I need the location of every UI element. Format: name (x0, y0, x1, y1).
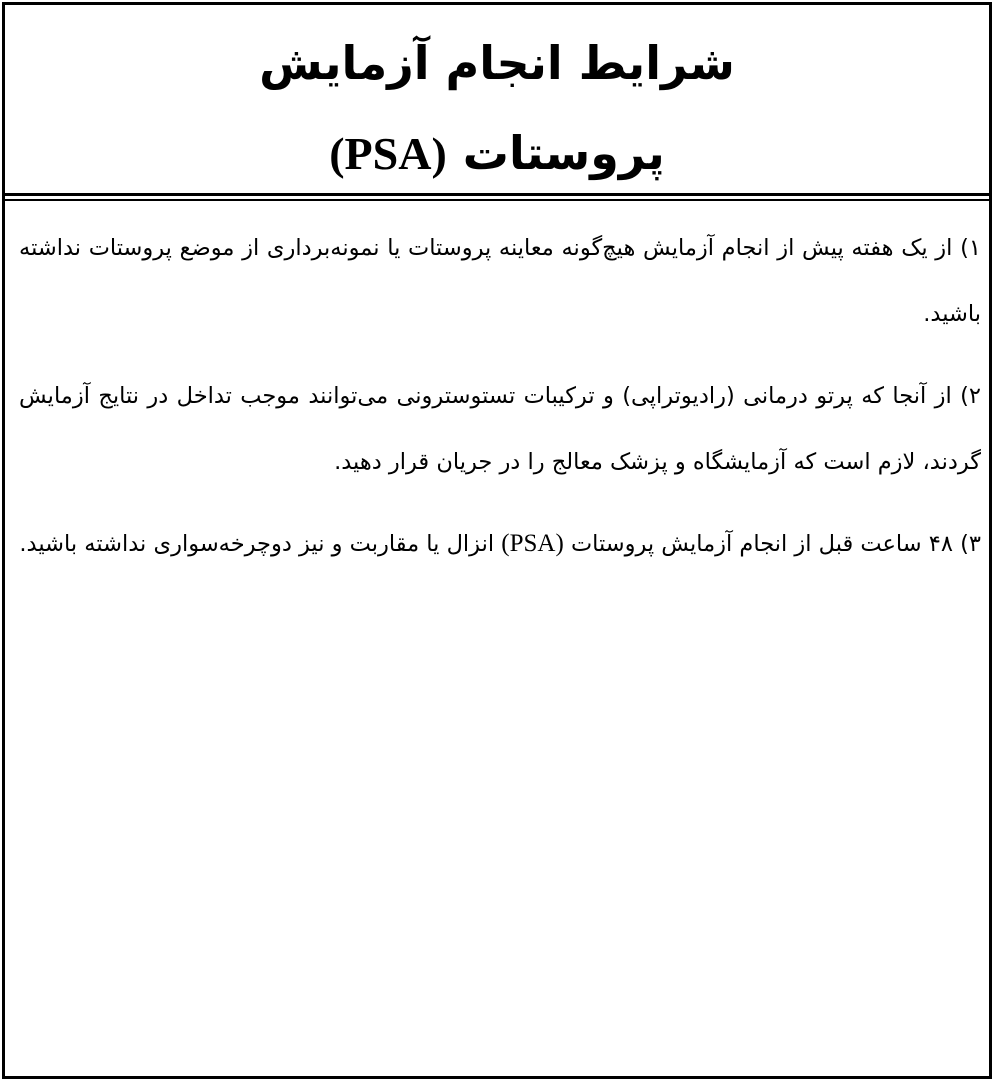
condition-text: از آنجا که پرتو درمانی (رادیوتراپی) و ترکیبات تستوسترونی می‌توانند موجب تداخل در نتایج آزمایش گردند، لازم است که آزمایشگاه و پزشک معالج را در جریان قرار دهید. (19, 383, 981, 475)
condition-item-3 (19, 511, 983, 577)
subtitle-abbreviation: (PSA) (329, 128, 447, 179)
condition-item-2 (19, 363, 983, 495)
condition-number: ۲) (960, 383, 981, 409)
condition-text-after: انزال یا مقاربت و نیز دوچرخه‌سواری نداشته باشید. (19, 531, 495, 557)
subtitle-persian: پروستات (462, 126, 665, 180)
page-subtitle (5, 123, 989, 184)
document-frame (2, 2, 992, 1079)
condition-number: ۳) (960, 531, 981, 557)
condition-text-before: ۴۸ ساعت قبل از انجام آزمایش پروستات (570, 531, 953, 557)
title-box (5, 5, 989, 196)
condition-number: ۱) (960, 235, 982, 261)
condition-text: از یک هفته پیش از انجام آزمایش هیچ‌گونه معاینه پروستات یا نمونه‌برداری از موضع پروستات نداشته باشید. (19, 235, 981, 327)
conditions-list (19, 215, 983, 593)
page-title: شرایط انجام آزمایش (259, 36, 735, 90)
title-divider (5, 199, 989, 201)
condition-item-1 (19, 215, 983, 347)
condition-abbreviation: (PSA) (501, 530, 564, 557)
